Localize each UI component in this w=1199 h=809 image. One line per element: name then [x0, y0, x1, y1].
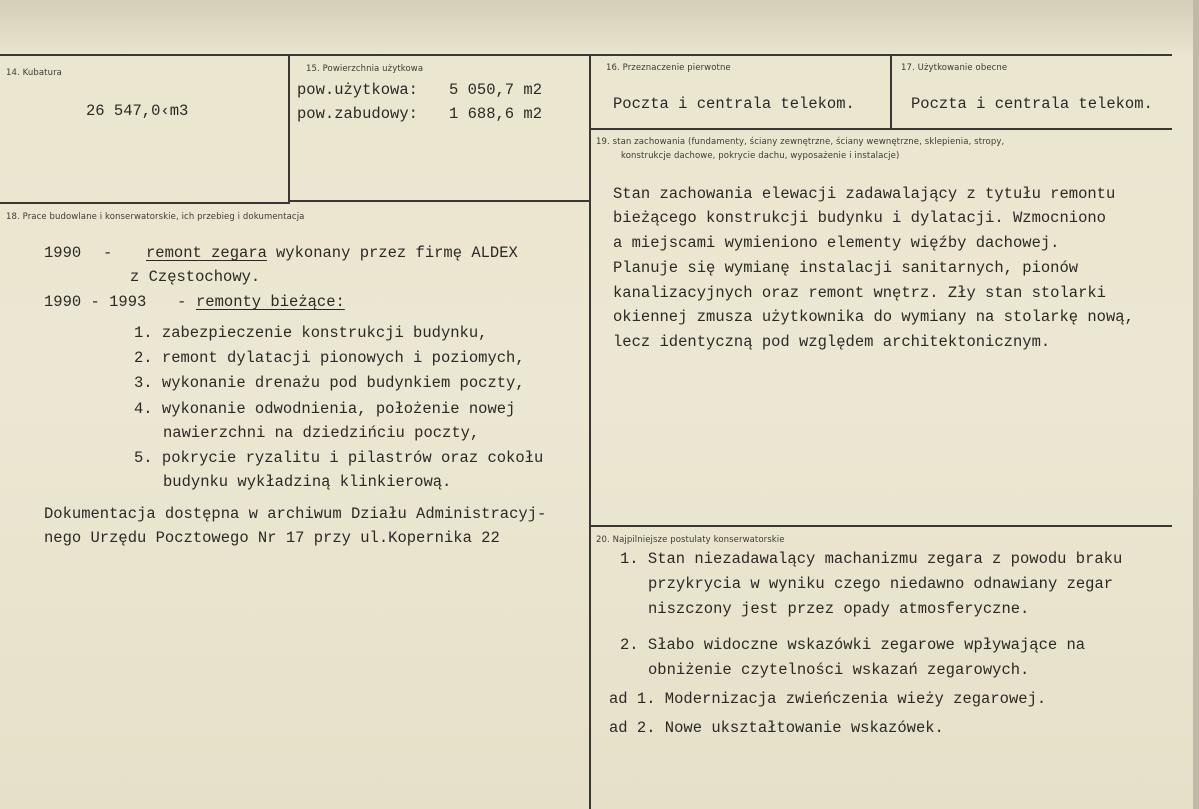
built-area-value: 1 688,6 m2 — [449, 105, 543, 123]
entry2-years: 1990 - 1993 — [44, 293, 147, 311]
condition-line: bieżącego konstrukcji budynku i dylatacji. Wzmocniono — [613, 209, 1106, 227]
list-item: 5. pokrycie ryzalitu i pilastrów oraz cokołu — [134, 449, 544, 467]
condition-line: Planuje się wymianę instalacji sanitarnych, pionów — [613, 259, 1079, 277]
top-rule — [0, 54, 1172, 56]
postulate-line: 1. Stan niezadawalący machanizmu zegara z powodu braku — [620, 550, 1123, 568]
field-18-label: 18. Prace budowlane i konserwatorskie, ich przebieg i dokumentacja — [6, 212, 305, 222]
postulate-line: obniżenie czytelności wskazań zegarowych. — [648, 661, 1030, 679]
condition-line: kanalizacyjnych oraz remont wnętrz. Zły stan stolarki — [613, 284, 1106, 302]
built-area-key: pow.zabudowy: — [297, 105, 418, 123]
condition-line: Stan zachowania elewacji zadawalający z tytułu remontu — [613, 185, 1116, 203]
documentation-line2: nego Urzędu Pocztowego Nr 17 przy ul.Kopernika 22 — [44, 529, 500, 547]
entry1-title: remont zegara — [146, 244, 267, 262]
current-use-value: Poczta i centrala telekom. — [911, 95, 1153, 113]
divider-14-15 — [288, 56, 290, 202]
condition-line: a miejscami wymieniono elementy więźby dachowej. — [613, 234, 1060, 252]
entry2-title: remonty bieżące: — [196, 293, 345, 311]
postulate-line: przykrycia w wyniku czego niedawno odnawiany zegar — [648, 575, 1114, 593]
rule-under-16-17 — [590, 128, 1172, 130]
entry1-description: wykonany przez firmę ALDEX — [276, 244, 518, 262]
scan-shadow — [0, 0, 1199, 52]
condition-line: lecz identyczną pod względem architektonicznym. — [613, 333, 1051, 351]
field-17-label: 17. Użytkowanie obecne — [901, 63, 1008, 73]
list-item: nawierzchni na dziedzińciu poczty, — [163, 424, 480, 442]
rule-above-20 — [590, 525, 1172, 527]
entry1-line2: z Częstochowy. — [130, 268, 261, 286]
field-14-label: 14. Kubatura — [6, 68, 62, 78]
postulate-line: ad 1. Modernizacja zwieńczenia wieży zegarowej. — [609, 690, 1047, 708]
rule-under-15 — [288, 200, 590, 202]
entry2-dash: - — [177, 293, 187, 311]
condition-line: okiennej zmusza użytkownika do wymiany na stolarkę nową, — [613, 308, 1134, 326]
usable-area-key: pow.użytkowa: — [297, 81, 418, 99]
field-15-label: 15. Powierzchnia użytkowa — [306, 64, 424, 74]
usable-area-value: 5 050,7 m2 — [449, 81, 543, 99]
field-20-label: 20. Najpilniejsze postulaty konserwatorskie — [596, 535, 785, 545]
divider-16-17 — [890, 56, 892, 128]
entry1-dash: - — [103, 244, 113, 262]
cubature-value: 26 547,0‹m3 — [86, 102, 189, 120]
rule-under-14 — [0, 202, 290, 204]
list-item: 4. wykonanie odwodnienia, położenie nowej — [134, 400, 516, 418]
divider-main — [589, 56, 591, 809]
list-item: budynku wykładziną klinkierową. — [163, 473, 452, 491]
original-use-value: Poczta i centrala telekom. — [613, 95, 855, 113]
list-item: 1. zabezpieczenie konstrukcji budynku, — [134, 324, 488, 342]
list-item: 2. remont dylatacji pionowych i poziomych, — [134, 349, 525, 367]
entry1-year: 1990 — [44, 244, 82, 262]
postulate-line: ad 2. Nowe ukształtowanie wskazówek. — [609, 719, 944, 737]
postulate-line: niszczony jest przez opady atmosferyczne. — [648, 600, 1030, 618]
field-16-label: 16. Przeznaczenie pierwotne — [606, 63, 731, 73]
field-19-label-line2: konstrukcje dachowe, pokrycie dachu, wyposażenie i instalacje) — [621, 151, 900, 161]
scan-edge — [1193, 0, 1199, 809]
postulate-line: 2. Słabo widoczne wskazówki zegarowe wpływające na — [620, 636, 1086, 654]
documentation-line1: Dokumentacja dostępna w archiwum Działu Administracyj- — [44, 505, 547, 523]
field-19-label-line1: 19. stan zachowania (fundamenty, ściany zewnętrzne, ściany wewnętrzne, sklepienia, stropy, — [596, 137, 1005, 147]
list-item: 3. wykonanie drenażu pod budynkiem poczty, — [134, 374, 525, 392]
